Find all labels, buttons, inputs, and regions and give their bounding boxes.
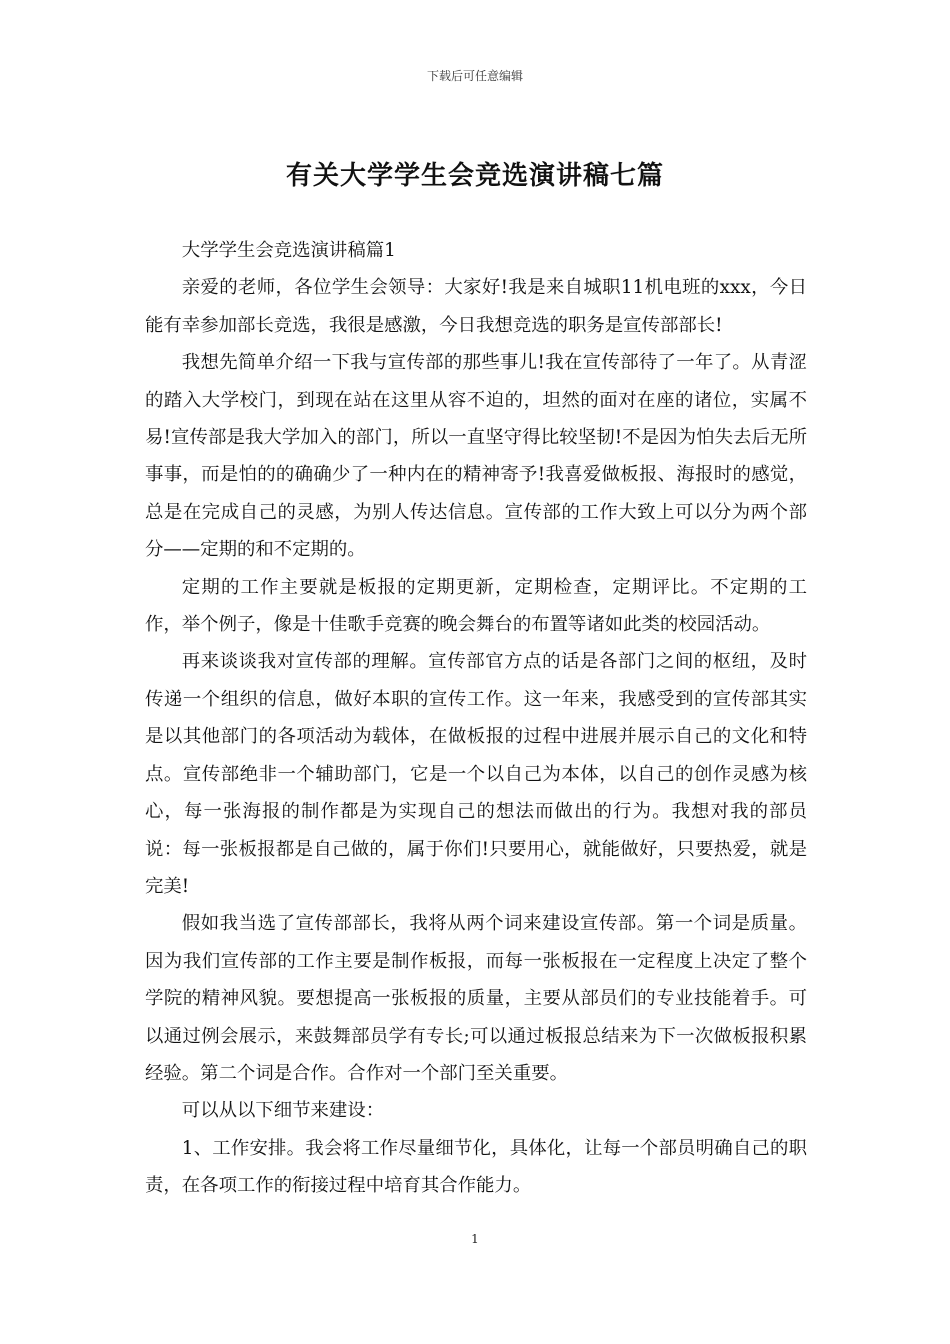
page-title: 有关大学学生会竞选演讲稿七篇 [285, 161, 664, 191]
document-body [145, 232, 807, 1205]
page-number: 1 [471, 1232, 479, 1246]
paragraph: 亲爱的老师，各位学生会领导：大家好!我是来自城职11机电班的xxx，今日能有幸参加部长竞选，我很是感激，今日我想竞选的职务是宣传部部长! [145, 277, 807, 336]
paragraph: 定期的工作主要就是板报的定期更新，定期检查，定期评比。不定期的工作，举个例子，像是十佳歌手竞赛的晚会舞台的布置等诸如此类的校园活动。 [145, 576, 807, 636]
paragraph: 可以从以下细节来建设： [181, 1100, 385, 1122]
paragraph: 1、工作安排。我会将工作尽量细节化，具体化，让每一个部员明确自己的职责，在各项工作的衔接过程中培育其合作能力。 [145, 1137, 807, 1197]
section-heading: 大学学生会竞选演讲稿篇1 [181, 240, 396, 261]
paragraph: 再来谈谈我对宣传部的理解。宣传部官方点的话是各部门之间的枢纽，及时传递一个组织的信息，做好本职的宣传工作。这一年来，我感受到的宣传部其实是以其他部门的各项活动为载体，在做板报的过程中进展并展示自己的文化和特点。宣传部绝非一个辅助部门，它是一个以自己为本体，以自己的创作灵感为核心，每一张海报的制作都是为实现自己的想法而做出的行为。我想对我的部员说：每一张板报都是自己做的，属于你们!只要用心，就能做好，只要热爱，就是完美! [145, 651, 807, 897]
paragraph: 假如我当选了宣传部部长，我将从两个词来建设宣传部。第一个词是质量。因为我们宣传部的工作主要是制作板报，而每一张板报在一定程度上决定了整个学院的精神风貌。要想提高一张板报的质量，主要从部员们的专业技能着手。可以通过例会展示，来鼓舞部员学有专长;可以通过板报总结来为下一次做板报积累经验。第二个词是合作。合作对一个部门至关重要。 [145, 913, 807, 1084]
header-note: 下载后可任意编辑 [426, 69, 523, 83]
paragraph: 我想先简单介绍一下我与宣传部的那些事儿!我在宣传部待了一年了。从青涩的踏入大学校门，到现在站在这里从容不迫的，坦然的面对在座的诸位，实属不易!宣传部是我大学加入的部门，所以一直坚守得比较坚韧!不是因为怕失去后无所事事，而是怕的的确确少了一种内在的精神寄予!我喜爱做板报、海报时的感觉，总是在完成自己的灵感，为别人传达信息。宣传部的工作大致上可以分为两个部分——定期的和不定期的。 [145, 352, 807, 561]
